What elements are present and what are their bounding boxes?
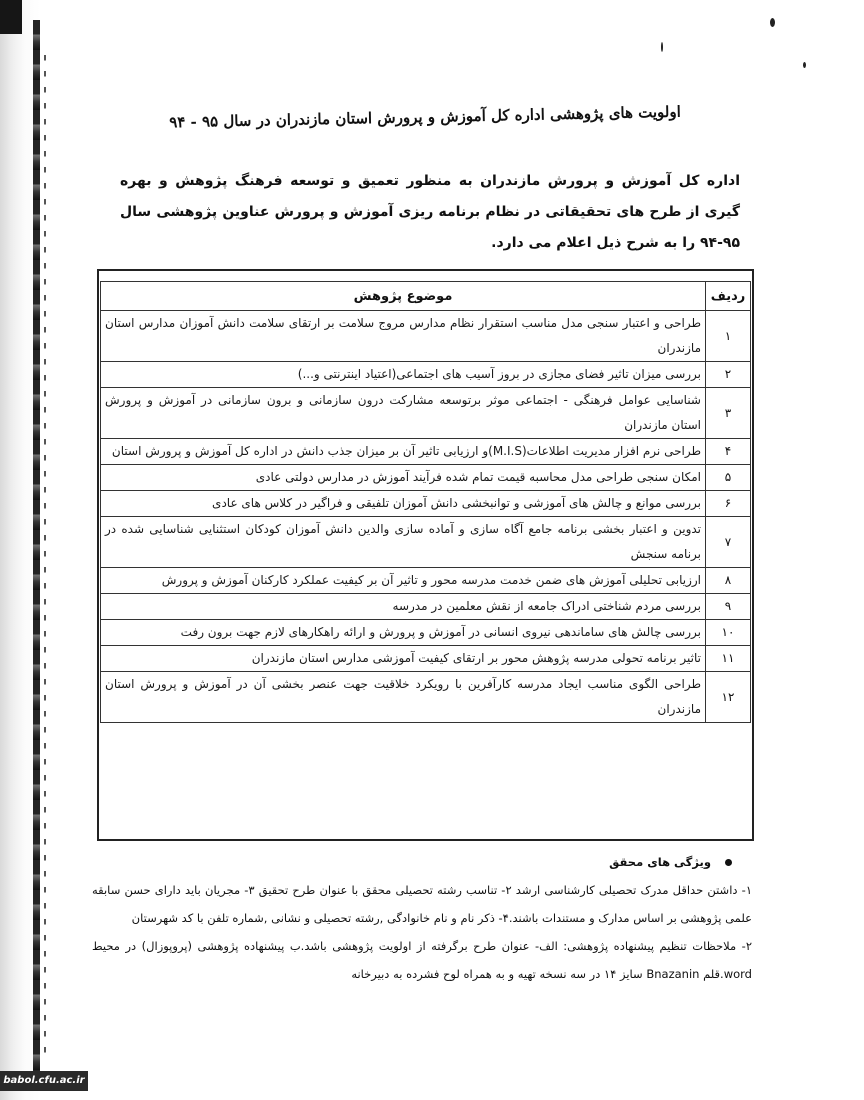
table-row — [101, 362, 751, 388]
website-stamp: babol.cfu.ac.ir — [0, 1071, 88, 1091]
table-row — [101, 465, 751, 491]
row-number: ۱۱ — [706, 646, 751, 672]
table-row — [101, 672, 751, 723]
row-topic: شناسایی عوامل فرهنگی - اجتماعی موثر برتوسعه مشارکت درون سازمانی و برون سازمانی در آموزش و پرورش استان مازندران — [101, 388, 706, 439]
scan-binding-streak — [33, 20, 40, 1080]
row-number: ۵ — [706, 465, 751, 491]
row-number: ۱۲ — [706, 672, 751, 723]
header-topic: موضوع پژوهش — [101, 282, 706, 311]
table-row — [101, 568, 751, 594]
row-number: ۴ — [706, 439, 751, 465]
row-topic: بررسی مردم شناختی ادراک جامعه از نقش معلمین در مدرسه — [101, 594, 706, 620]
page-title: اولویت های پژوهشی اداره کل آموزش و پرورش استان مازندران در سال ۹۵ - ۹۴ — [169, 102, 681, 132]
row-topic: بررسی میزان تاثیر فضای مجازی در بروز آسیب های اجتماعی(اعتیاد اینترنتی و...) — [101, 362, 706, 388]
row-number: ۱۰ — [706, 620, 751, 646]
table-row — [101, 388, 751, 439]
features-item-2: ۲- ملاحظات تنظیم پیشنهاده پژوهشی: الف- عنوان طرح برگرفته از اولویت پژوهشی باشد.ب پیشنهاده پژوهشی (پروپوزال) در محیط word.قلم Bnazanin سایز ۱۴ در سه نسخه تهیه و به همراه لوح فشرده به دبیرخانه — [92, 939, 752, 981]
row-number: ۱ — [706, 311, 751, 362]
bullet-icon — [725, 859, 732, 866]
row-number: ۷ — [706, 517, 751, 568]
scan-speck — [803, 62, 806, 68]
table-row — [101, 646, 751, 672]
row-topic: بررسی چالش های ساماندهی نیروی انسانی در آموزش و پرورش و ارائه راهکارهای لازم جهت برون رفت — [101, 620, 706, 646]
researcher-features-section — [92, 848, 752, 988]
row-number: ۸ — [706, 568, 751, 594]
features-heading-line — [92, 848, 752, 876]
features-heading: ویژگی های محقق — [609, 855, 711, 869]
intro-paragraph: اداره کل آموزش و پرورش مازندران به منظور تعمیق و توسعه فرهنگ پژوهش و بهره گیری از طرح های تحقیقاتی در نظام برنامه ریزی آموزش و پرورش عناوین پژوهشی سال ۹۵-۹۴ را به شرح ذیل اعلام می دارد. — [120, 173, 740, 251]
table-row — [101, 594, 751, 620]
row-topic: ارزیابی تحلیلی آموزش های ضمن خدمت مدرسه محور و تاثیر آن بر کیفیت عملکرد کارکنان آموزش و پرورش — [101, 568, 706, 594]
row-topic: طراحی الگوی مناسب ایجاد مدرسه کارآفرین با رویکرد خلاقیت جهت عنصر بخشی آن در آموزش و پرورش استان مازندران — [101, 672, 706, 723]
table-row — [101, 620, 751, 646]
row-number: ۹ — [706, 594, 751, 620]
research-topics-table — [100, 281, 751, 723]
scan-speck — [770, 18, 775, 27]
row-number: ۲ — [706, 362, 751, 388]
row-topic: امکان سنجی طراحی مدل محاسبه قیمت تمام شده فرآیند آموزش در مدارس دولتی عادی — [101, 465, 706, 491]
header-row-number: ردیف — [706, 282, 751, 311]
table-header-row — [101, 282, 751, 311]
row-topic: طراحی نرم افزار مدیریت اطلاعات(M.I.S)و ارزیابی تاثیر آن بر میزان جذب دانش در اداره کل آموزش و پرورش استان — [101, 439, 706, 465]
features-item-1: ۱- داشتن حداقل مدرک تحصیلی کارشناسی ارشد ۲- تناسب رشته تحصیلی محقق با عنوان طرح تحقیق ۳- مجریان باید دارای حسن سابقه علمی پژوهشی بر اساس مدارک و مستندات باشند.۴- ذکر نام و نام خانوادگی ,رشته تحصیلی و نشانی ,شماره تلفن با کد شهرستان — [92, 883, 752, 925]
row-number: ۳ — [706, 388, 751, 439]
row-topic: تاثیر برنامه تحولی مدرسه پژوهش محور بر ارتقای کیفیت آموزشی مدارس استان مازندران — [101, 646, 706, 672]
scan-binding-streak-secondary — [44, 55, 46, 1055]
row-topic: بررسی موانع و چالش های آموزشی و توانبخشی دانش آموزان تلفیقی و فراگیر در کلاس های عادی — [101, 491, 706, 517]
table-row — [101, 311, 751, 362]
scan-corner-shadow — [0, 0, 22, 34]
row-topic: تدوین و اعتبار بخشی برنامه جامع آگاه سازی و آماده سازی والدین دانش آموزان کودکان استثنایی شناسایی شده در برنامه سنجش — [101, 517, 706, 568]
table-row — [101, 517, 751, 568]
row-number: ۶ — [706, 491, 751, 517]
row-topic: طراحی و اعتبار سنجی مدل مناسب استقرار نظام مدارس مروج سلامت بر ارتقای سلامت دانش آموزان مدارس استان مازندران — [101, 311, 706, 362]
scan-speck — [661, 42, 663, 52]
table-row — [101, 439, 751, 465]
table-row — [101, 491, 751, 517]
